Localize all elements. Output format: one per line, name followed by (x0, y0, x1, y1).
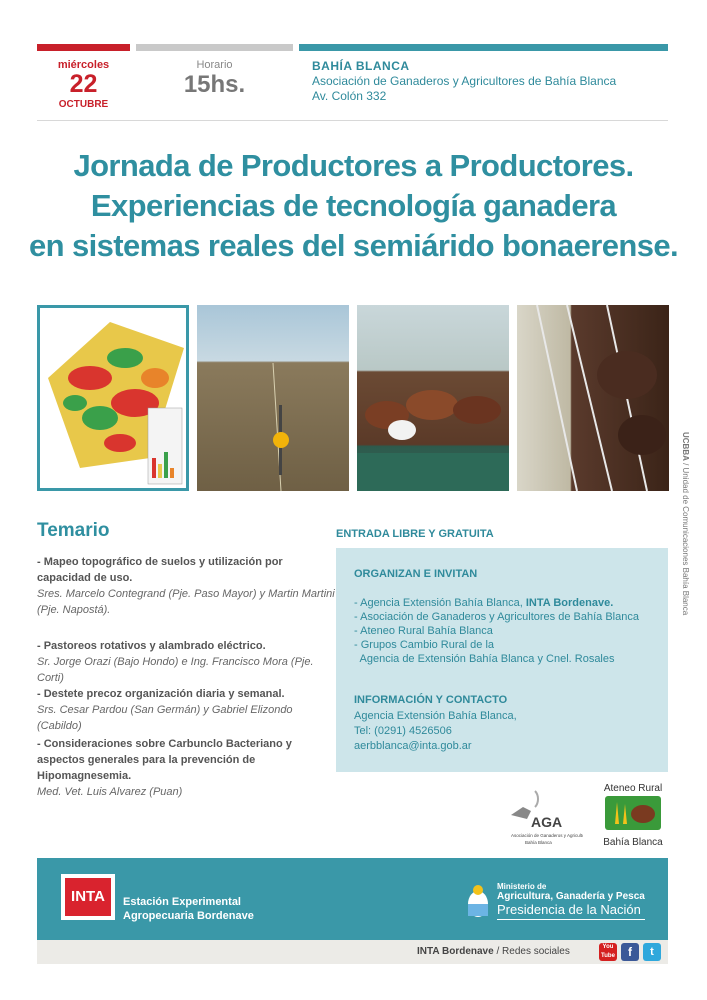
cattle-feedlot-image (517, 305, 669, 491)
aga-logo-name: AGA (531, 814, 563, 830)
time-label: Horario (196, 59, 233, 71)
organizer-strong: INTA Bordenave. (525, 597, 614, 609)
ateneo-line2: Bahía Blanca (603, 837, 663, 848)
station-line2: Agropecuaria Bordenave (123, 910, 254, 922)
location-address: Av. Colón 332 (312, 89, 387, 103)
page-title (20, 146, 687, 266)
ministry-block (497, 882, 645, 920)
twitter-icon[interactable]: t (643, 943, 661, 961)
social-bar-text (417, 946, 570, 957)
topic-item (37, 736, 337, 800)
organizer-text: - Agencia Extensión Bahía Blanca, (354, 597, 526, 609)
ateneo-line1: Ateneo Rural (603, 783, 663, 794)
date-bar (37, 44, 130, 51)
organizer-item: - Grupos Cambio Rural de la (354, 639, 495, 651)
organizer-item: - Ateneo Rural Bahía Blanca (354, 625, 493, 637)
topic-title: - Destete precoz organización diaria y semanal. (37, 688, 285, 700)
argentina-coat-of-arms-icon (465, 884, 491, 920)
youtube-icon[interactable]: You Tube (599, 943, 617, 961)
title-line-2: Experiencias de tecnología ganadera (90, 188, 617, 223)
organizer-item: Agencia de Extensión Bahía Blanca y Cnel. Rosales (354, 653, 615, 665)
time-bar (136, 44, 293, 51)
electric-fence-field-image (197, 305, 349, 491)
ateneo-logo (596, 783, 670, 851)
title-line-3: en sistemas reales del semiárido bonaerense. (28, 228, 679, 263)
topic-title: - Consideraciones sobre Carbunclo Bacteriano y aspectos generales para la prevención de Hipomagnesemia. (37, 738, 292, 782)
contact-agency: Agencia Extensión Bahía Blanca, (354, 710, 517, 722)
topic-item (37, 554, 337, 618)
contact-email[interactable]: aerbblanca@inta.gob.ar (354, 740, 472, 752)
aga-logo (505, 785, 583, 849)
contact-phone: Tel: (0291) 4526506 (354, 725, 452, 737)
temario-title: Temario (37, 520, 110, 541)
location-organization: Asociación de Ganaderos y Agricultores de Bahía Blanca (312, 74, 617, 88)
side-credit-strong: UCBBA (681, 432, 690, 461)
aga-logo-city: Bahía Blanca (525, 840, 552, 845)
ministry-line1: Ministerio de (497, 882, 547, 891)
aga-logo-sub: Asociación de Ganaderos y Agricultores (511, 833, 583, 838)
inta-bordenave-label: INTA Bordenave (417, 946, 494, 957)
side-credit-text: / Unidad de Comunicaciones Bahía Blanca (681, 460, 690, 616)
info-box (336, 548, 668, 772)
footer-band (37, 858, 668, 940)
header-divider (37, 120, 668, 121)
organizer-item: - Asociación de Ganaderos y Agricultores de Bahía Blanca (354, 611, 639, 623)
topic-title: - Pastoreos rotativos y alambrado eléctrico. (37, 640, 266, 652)
topic-item (37, 638, 337, 686)
topic-speakers: Sres. Marcelo Contegrand (Pje. Paso Mayor) y Martin Martini (Pje. Napostá). (37, 588, 335, 616)
time-value: 15hs. (183, 71, 246, 98)
inta-logo (61, 874, 115, 920)
soil-map-image (37, 305, 189, 491)
free-entry-label: ENTRADA LIBRE Y GRATUITA (336, 528, 494, 540)
contact-heading: INFORMACIÓN Y CONTACTO (354, 694, 508, 706)
topic-speakers: Srs. Cesar Pardou (San Germán) y Gabriel Elizondo (Cabildo) (37, 704, 293, 732)
location-bar (299, 44, 668, 51)
date-day: 22 (69, 70, 98, 98)
location-city: BAHÍA BLANCA (312, 59, 410, 73)
topic-item (37, 686, 337, 734)
station-line1: Estación Experimental (123, 896, 241, 908)
title-line-1: Jornada de Productores a Productores. (73, 148, 634, 183)
topic-speakers: Med. Vet. Luis Alvarez (Puan) (37, 786, 183, 798)
ateneo-emblem-icon (603, 794, 663, 832)
social-label: Redes sociales (502, 946, 570, 957)
ministry-line3: Presidencia de la Nación (497, 902, 645, 920)
date-month: OCTUBRE (58, 99, 109, 110)
ministry-line2: Agricultura, Ganadería y Pesca (497, 891, 645, 902)
topic-speakers: Sr. Jorge Orazi (Bajo Hondo) e Ing. Francisco Mora (Pje. Corti) (37, 656, 314, 684)
facebook-icon[interactable]: f (621, 943, 639, 961)
date-day-of-week: miércoles (57, 59, 110, 71)
topic-title: - Mapeo topográfico de suelos y utilización por capacidad de uso. (37, 556, 283, 584)
cattle-feeder-image (357, 305, 509, 491)
social-separator: / (493, 946, 503, 957)
organizer-item (354, 596, 613, 610)
side-credit (678, 432, 690, 615)
organizers-heading: ORGANIZAN E INVITAN (354, 568, 478, 580)
inta-logo-text: INTA (65, 878, 111, 916)
social-bar (37, 940, 668, 964)
